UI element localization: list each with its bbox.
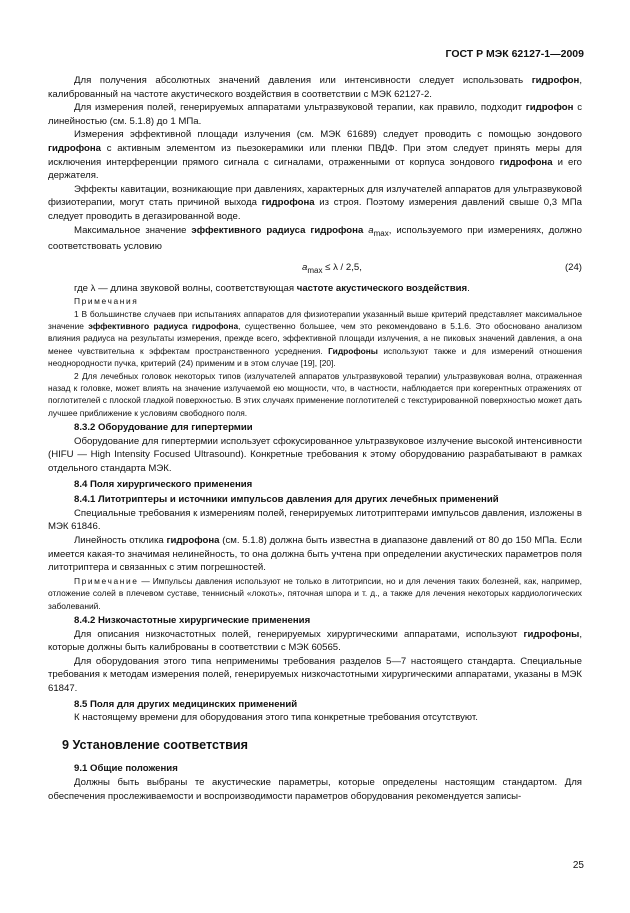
note-1: 1 В большинстве случаев при испытаниях аппаратов для физиотерапии указанный выше критерий представляет максимальное значение эффективного радиуса гидрофона, существенно большее, чем это рекомендовано в 5.1.6. Это обосновано анализом влияния радиуса на результаты измерения, прежде всего, эффективной площади излучения, а не пиковых значений давления, а она менее чувствительна к эффектам пространственного усреднения. Гидрофоны используют также и для измерений отношения неоднородности пучка, критерий (24) применим и в этом случае [19], [20].	[48, 308, 582, 369]
paragraph: Для оборудования этого типа неприменимы требования разделов 5—7 настоящего стандарта. Специальные требования к методам измерения полей, генерируемых низкочастотными хирургическими аппаратами, указаны в МЭК 61847.	[48, 655, 582, 694]
paragraph: Для описания низкочастотных полей, генерируемых хирургическими аппаратами, используют гидрофоны, которые должны быть калиброваны в соответствии с МЭК 60565.	[48, 628, 582, 654]
document-header: ГОСТ Р МЭК 62127-1—2009	[445, 48, 584, 60]
note-3: Примечание — Импульсы давления используют не только в литотрипсии, но и для лечения таких болезней, как, например, отложение солей в плечевом суставе, теннисный «локоть», пяточная шпора и т. д., а также для лечения некоторых кардиологических заболеваний.	[48, 575, 582, 611]
paragraph: Для получения абсолютных значений давления или интенсивности следует использовать гидрофон, калиброванный на частоте акустического воздействия в соответствии с МЭК 62127-2.	[48, 75, 582, 100]
paragraph: Эффекты кавитации, возникающие при давлениях, характерных для излучателей аппаратов для ультразвуковой физиотерапии, могут стать причиной выхода гидрофона из строя. Поэтому измерения давлений свыше 0,3 МПа следует проводить в дегазированной воде.	[48, 183, 582, 222]
section-heading-8-4: 8.4 Поля хирургического применения	[74, 478, 253, 490]
formula-24	[48, 254, 582, 282]
note-2: 2 Для лечебных головок некоторых типов (излучателей аппаратов ультразвуковой терапии) ультразвуковая волна, отраженная назад к головке, может влиять на значение излучаемой ею мощности, что, в частности, наблюдается при когерентных отражениях от поглотителей с плоской гладкой поверхностью. В этих случаях применение поглотителей с текстурированной поверхностью может дать лучшее приближение к условиям свободного поля.	[48, 370, 582, 418]
page-content	[48, 74, 582, 803]
section-heading-8-5: 8.5 Поля для других медицинских применений	[74, 698, 298, 710]
notes-title: Примечания	[74, 296, 139, 307]
section-heading-8-4-2: 8.4.2 Низкочастотные хирургические применения	[74, 615, 311, 627]
page-number: 25	[572, 860, 584, 871]
paragraph: Измерения эффективной площади излучения (см. МЭК 61689) следует проводить с помощью зондового гидрофона с активным элементом из пьезокерамики или пленки ПВДФ. При этом следует принять меры для исключения интерференции прямого сигнала с сигналами, отраженными от корпуса зондового гидрофона и его держателя.	[48, 129, 582, 182]
section-heading-9: 9 Установление соответствия	[62, 737, 248, 752]
section-heading-8-4-1: 8.4.1 Литотриптеры и источники импульсов давления для других лечебных применений	[74, 494, 499, 506]
paragraph: Специальные требования к измерениям полей, генерируемых литотриптерами импульсов давления, изложены в МЭК 61846.	[48, 507, 582, 533]
formula-number: (24)	[564, 261, 582, 273]
formula-expression: $a_{max} \le \lambda / 2,5$,	[302, 261, 362, 275]
paragraph: Оборудование для гипертермии использует сфокусированное ультразвуковое излучение высокой интенсивности (HIFU — High Intensity Focused Ultrasound). Конкретные требования к этому оборудованию разрабатывают в рамках отдельного стандарта МЭК.	[48, 435, 582, 475]
paragraph: Линейность отклика гидрофона (см. 5.1.8) должна быть известна в диапазоне давлений от 80 до 150 МПа. Если имеется какая-то значимая нелинейность, то она должна быть учтена при определении акустических параметров поля литотриптера и связанных с этим погрешностей.	[48, 535, 582, 574]
paragraph: Максимальное значение эффективного радиуса гидрофона $a_{max}$, используемого при измерениях, должно соответствовать условию	[48, 224, 583, 253]
paragraph: Для измерения полей, генерируемых аппаратами ультразвуковой терапии, как правило, подходит гидрофон с линейностью (см. 5.1.8) до 1 МПа.	[48, 102, 582, 127]
paragraph: Должны быть выбраны те акустические параметры, которые определены настоящим стандартом. Для обеспечения прослеживаемости и воспроизводимости параметров оборудования рекомендуется записы-	[48, 776, 582, 802]
paragraph: К настоящему времени для оборудования этого типа конкретные требования отсутствуют.	[74, 712, 478, 724]
section-heading-8-3-2: 8.3.2 Оборудование для гипертермии	[74, 422, 253, 434]
paragraph: где λ — длина звуковой волны, соответствующая частоте акустического воздействия.	[74, 282, 470, 294]
section-heading-9-1: 9.1 Общие положения	[74, 763, 178, 775]
